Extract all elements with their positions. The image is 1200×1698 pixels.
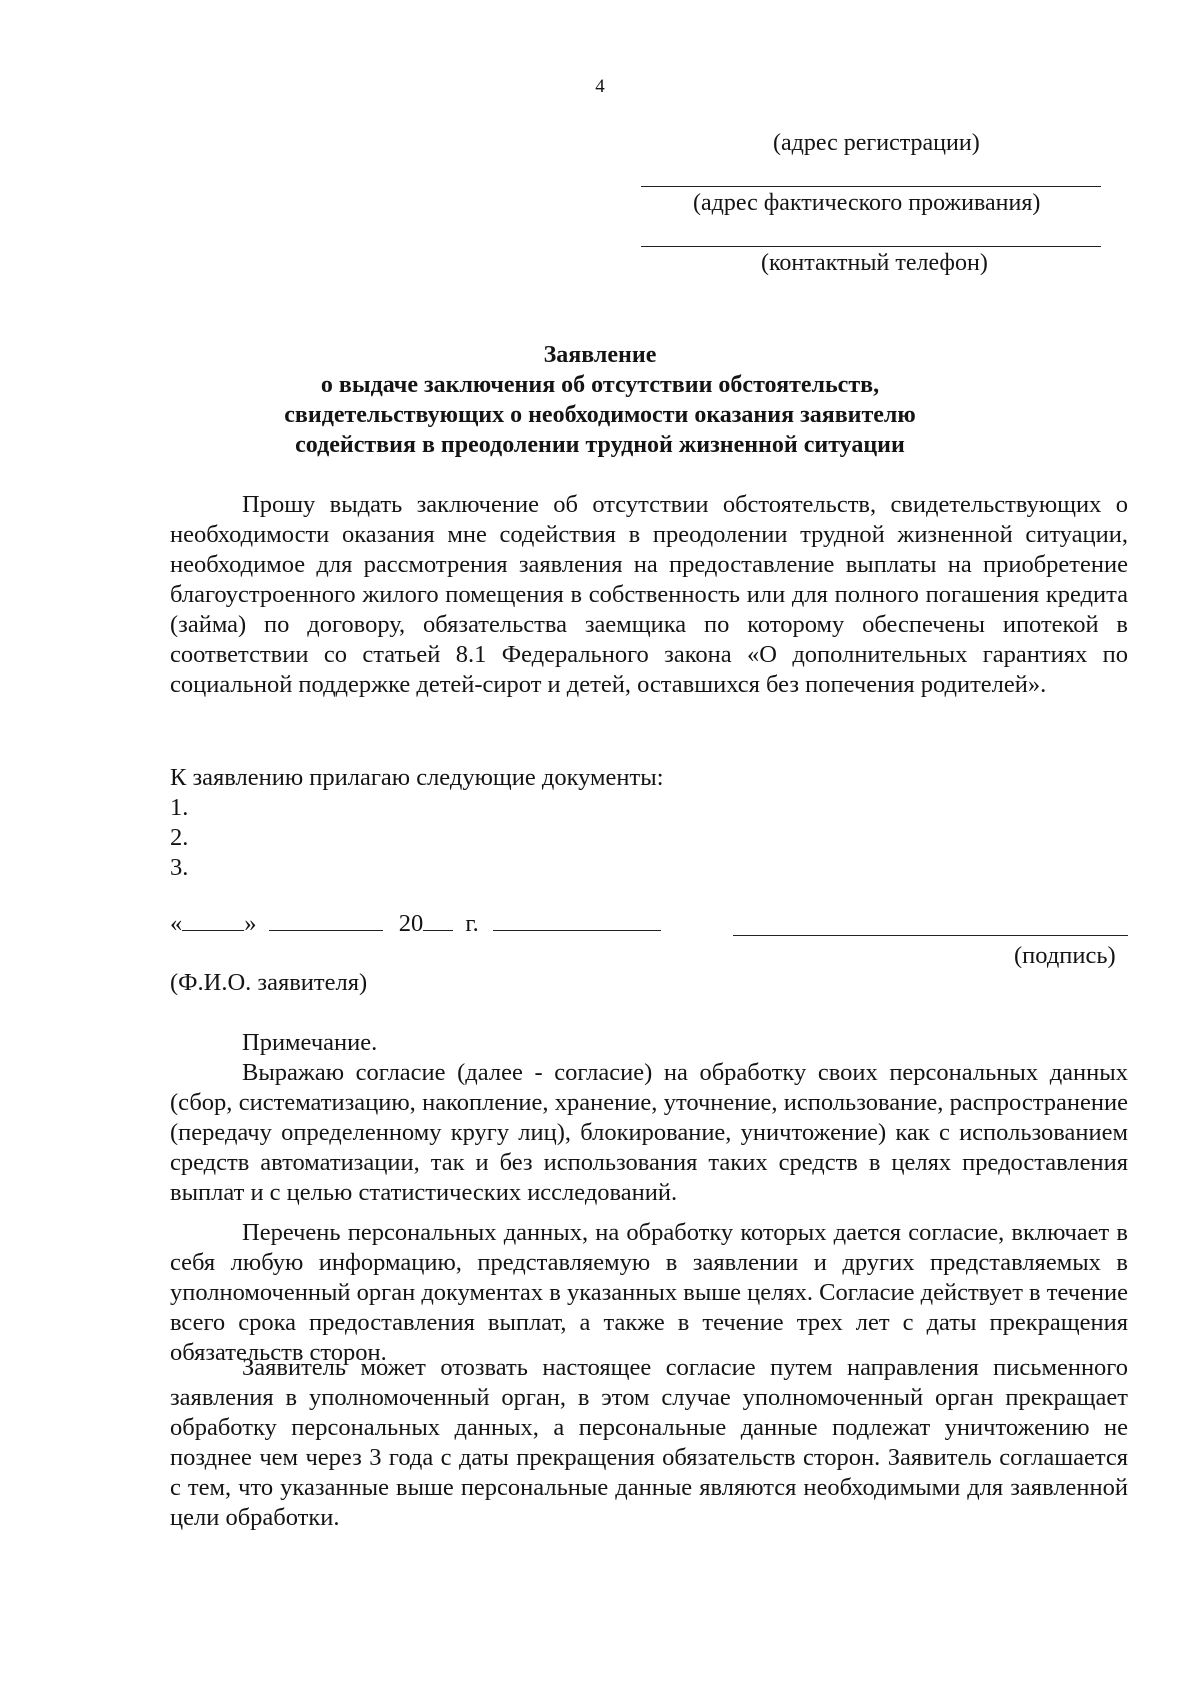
day-blank[interactable] [182, 912, 244, 931]
signature-caption: (подпись) [1014, 942, 1116, 969]
attachment-item-3: 3. [170, 854, 189, 881]
actual-address-label: (адрес фактического проживания) [693, 190, 1041, 216]
note-paragraph-3: Заявитель может отозвать настоящее согласие путем направления письменного заявления в уполномоченный орган, в этом случае уполномоченный орган прекращает обработку персональных данных, а персональные данные подлежат уничтожению не позднее чем через 3 года с даты прекращения обязательств сторон. Заявитель соглашается с тем, что указанные выше персональные данные являются необходимыми для заявленной цели обработки. [170, 1354, 1128, 1531]
title-line-2: о выдаче заключения об отсутствии обстоятельств, [320, 372, 880, 398]
actual-address-line[interactable] [641, 186, 1101, 187]
applicant-name-blank[interactable] [493, 912, 661, 931]
note-paragraph-2: Перечень персональных данных, на обработку которых дается согласие, включает в себя любую информацию, представляемую в заявлении и других представляемых в уполномоченный орган документах в указанных выше целях. Согласие действует в течение всего срока предоставления выплат, а также в течение трех лет с даты прекращения обязательств сторон. [170, 1219, 1128, 1366]
page-number: 4 [595, 76, 605, 97]
phone-line[interactable] [641, 246, 1101, 247]
date-close-quote: » [244, 910, 257, 937]
year-blank[interactable] [423, 912, 453, 931]
attachment-item-2: 2. [170, 824, 189, 851]
request-paragraph: Прошу выдать заключение об отсутствии обстоятельств, свидетельствующих о необходимости оказания мне содействия в преодолении трудной жизненной ситуации, необходимое для рассмотрения заявления на предоставление выплаты на приобретение благоустроенного жилого помещения в собственность или для полного погашения кредита (займа) по договору, обязательства заемщика по которому обеспечены ипотекой в соответствии со статьей 8.1 Федерального закона «О дополнительных гарантиях по социальной поддержке детей-сирот и детей, оставшихся без попечения родителей». [170, 491, 1128, 698]
document-title [0, 340, 1200, 460]
attachment-item-1: 1. [170, 794, 189, 821]
date-open-quote: « [170, 910, 183, 937]
title-line-3: свидетельствующих о необходимости оказания заявителю [284, 402, 916, 428]
signature-line[interactable] [733, 935, 1128, 936]
registration-address-label: (адрес регистрации) [773, 130, 980, 156]
date-signature-row [170, 910, 661, 938]
note-heading: Примечание. [242, 1029, 378, 1056]
phone-label: (контактный телефон) [761, 250, 988, 276]
year-prefix: 20 [398, 910, 424, 937]
title-line-4: содействия в преодолении трудной жизненной ситуации [295, 432, 905, 458]
note-paragraph-1: Выражаю согласие (далее - согласие) на обработку своих персональных данных (сбор, систематизацию, накопление, хранение, уточнение, использование, распространение (передачу определенному кругу лиц), блокирование, уничтожение) как с использованием средств автоматизации, так и без использования таких средств в целях предоставления выплат и с целью статистических исследований. [170, 1059, 1128, 1206]
applicant-name-caption: (Ф.И.О. заявителя) [170, 969, 368, 996]
attachments-intro: К заявлению прилагаю следующие документы: [170, 764, 664, 791]
title-line-1: Заявление [543, 342, 657, 368]
year-suffix: г. [465, 910, 479, 937]
month-blank[interactable] [269, 912, 383, 931]
